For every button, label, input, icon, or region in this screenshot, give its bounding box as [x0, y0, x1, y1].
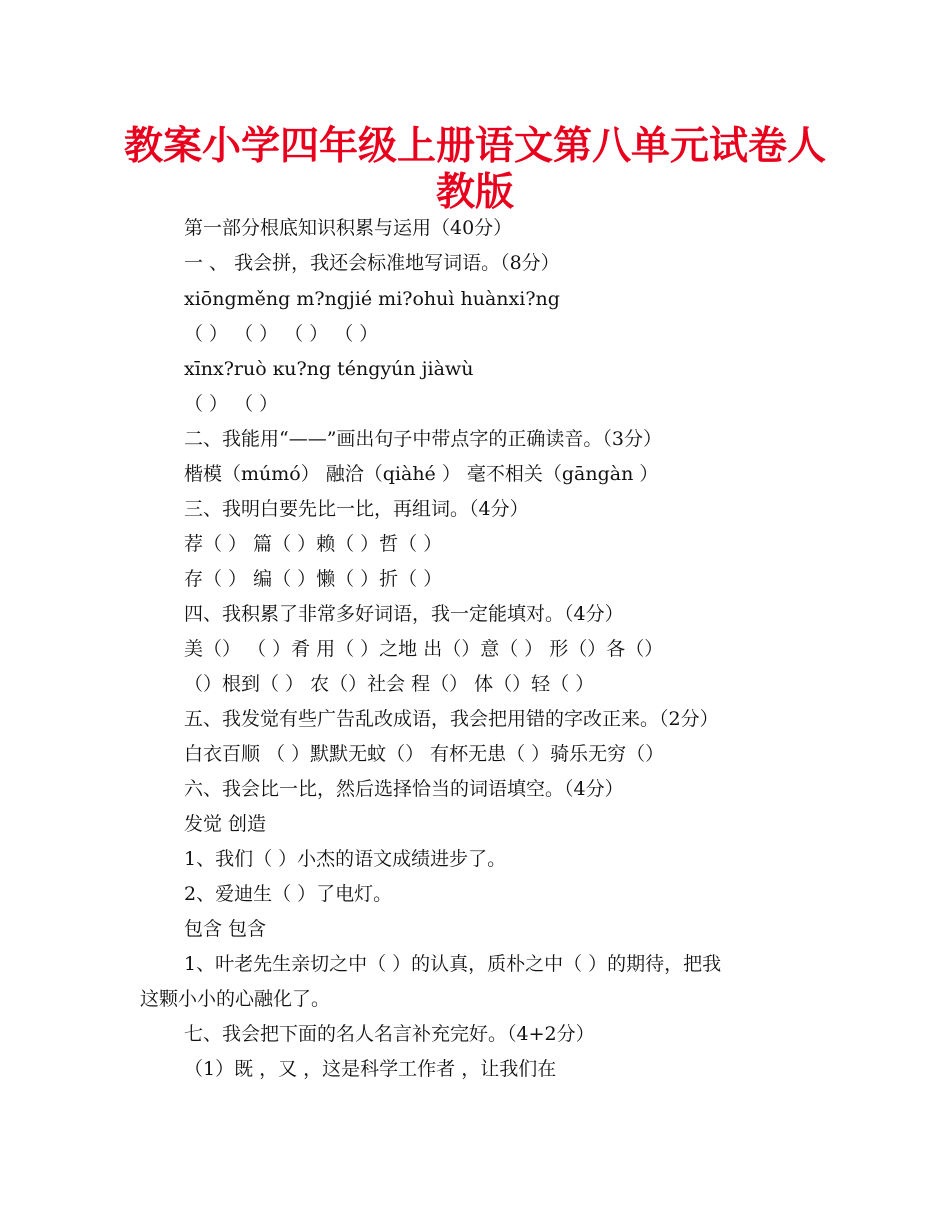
question-heading: 三、我明白要先比一比，再组词。（4分）	[184, 498, 529, 520]
question-heading: 六、我会比一比，然后选择恰当的词语填空。（4分）	[184, 778, 624, 800]
question-text: 1、我们（ ）小杰的语文成绩进步了。	[184, 848, 507, 870]
answer-blanks-row: （ ） （ ）	[184, 393, 279, 415]
question-text: 楷模（múmó） 融洽（qiàhé ） 毫不相关（gāngàn ）	[184, 463, 659, 485]
pinyin-row: xīnx?ruò ĸu?ng téngyún jiàwù	[184, 358, 474, 380]
question-text: （1）既 ，又 ，这是科学工作者 ，让我们在	[184, 1058, 557, 1080]
question-text: 存（ ） 编（ ）懒（ ）折（ ）	[184, 568, 443, 590]
question-text: 白衣百顺 （ ）默默无蚊（） 有杯无患（ ）骑乐无穷（）	[184, 743, 665, 765]
document-title-line-1: 教案小学四年级上册语文第八单元试卷人	[123, 124, 826, 169]
question-heading: 二、我能用“——”画出句子中带点字的正确读音。（3分）	[184, 428, 663, 450]
question-text: 1、叶老先生亲切之中（ ）的认真，质朴之中（ ）的期待，把我	[184, 953, 722, 975]
question-heading: 一 、 我会拼，我还会标准地写词语。（8分）	[184, 252, 560, 274]
word-choices: 发觉 创造	[184, 813, 267, 835]
question-heading: 七、我会把下面的名人名言补充完好。（4+2分）	[184, 1023, 595, 1045]
question-heading: 四、我积累了非常多好词语，我一定能填对。（4分）	[184, 603, 624, 625]
question-text-continued: 这颗小小的心融化了。	[140, 988, 331, 1010]
section-heading: 第一部分根底知识积累与运用（40分）	[184, 217, 513, 239]
pinyin-row: xiōngměng m?ngjié mi?ohuì huànxi?ng	[184, 288, 560, 310]
answer-blanks-row: （ ） （ ） （ ） （ ）	[184, 323, 379, 345]
question-text: （）根到（ ） 农（）社会 程（） 体（）轻（ ）	[184, 673, 595, 695]
word-choices: 包含 包含	[184, 918, 267, 940]
question-text: 2、爱迪生（ ）了电灯。	[184, 883, 393, 905]
question-text: 荐（ ） 篇（ ）赖（ ）哲（ ）	[184, 533, 443, 555]
question-heading: 五、我发觉有些广告乱改成语，我会把用错的字改正来。（2分）	[184, 708, 719, 730]
document-title-line-2: 教版	[435, 170, 514, 215]
question-text: 美（） （ ）肴 用（ ）之地 出（）意（ ） 形（）各（）	[184, 638, 664, 660]
